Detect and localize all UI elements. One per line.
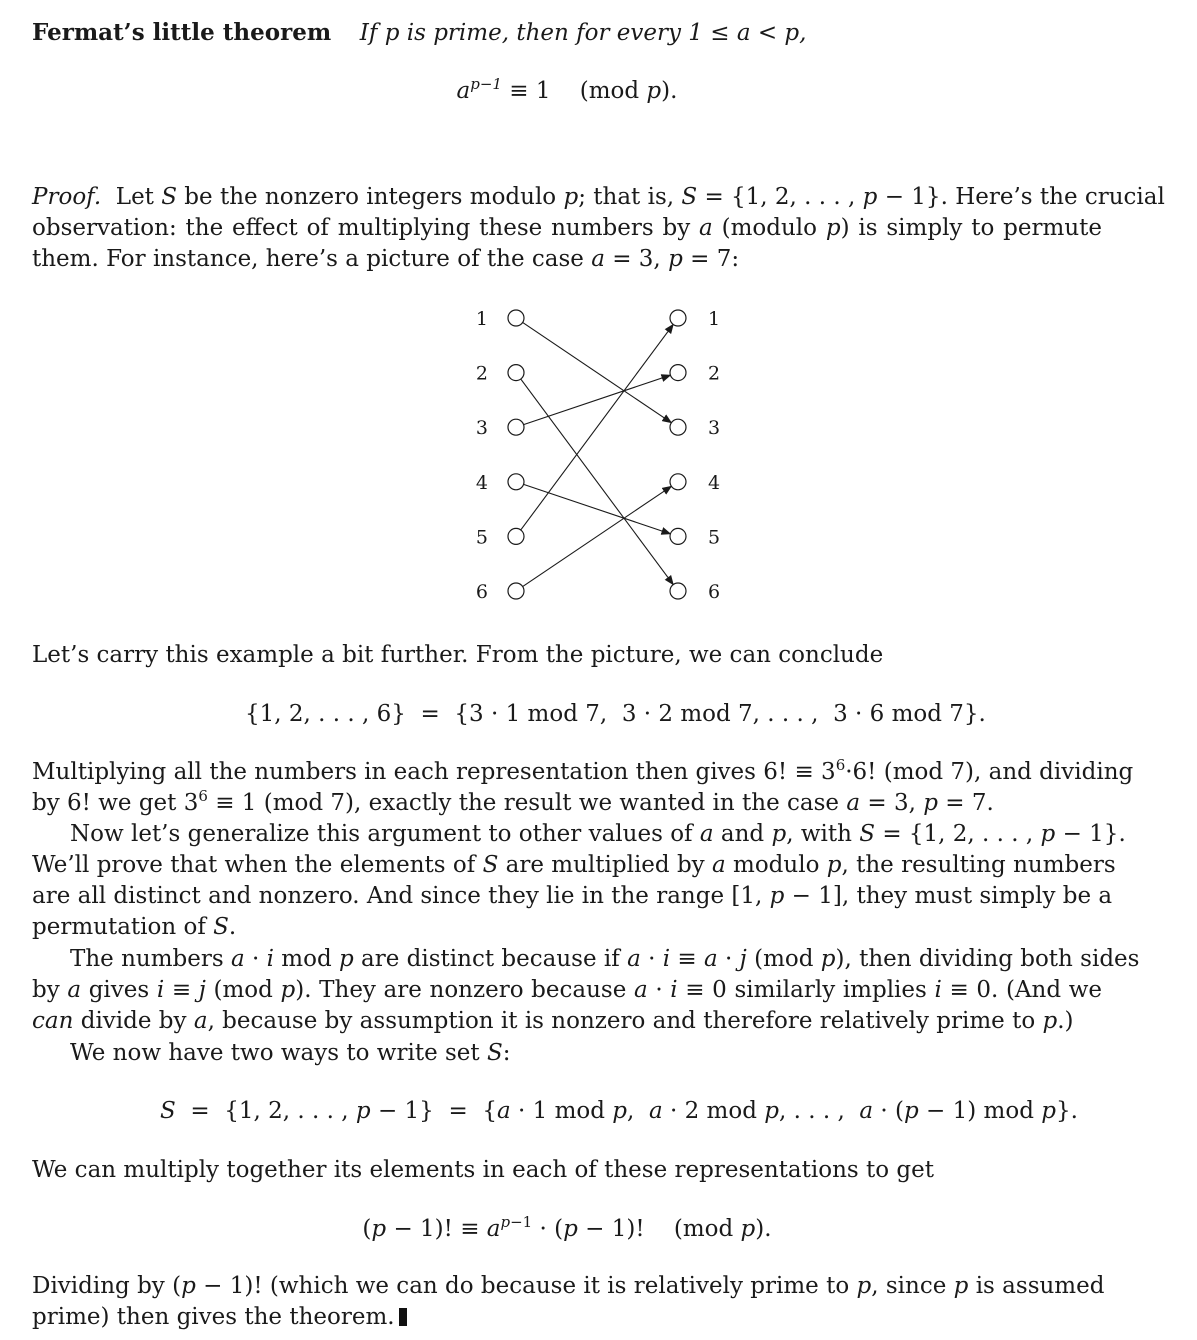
edge-3-to-2 [524, 375, 671, 424]
right-label-1: 1 [708, 308, 721, 330]
theorem-statement: If p is prime, then for every 1 ≤ a < p, [359, 20, 807, 46]
equation-factorial: (p − 1)! ≡ $a^{p-1} \cdot (p - 1)$! (mod p). [362, 1213, 772, 1242]
edge-4-to-5 [524, 484, 671, 533]
left-label-6: 6 [475, 581, 488, 603]
equation-example: {1, 2, . . . , 6} = {3 · 1 mod 7, 3 · 2 mod 7, . . . , 3 · 6 mod 7}. [245, 701, 986, 727]
p3-line-2: by 6! we get $3^6 \equiv 1$ (mod 7), exactly the result we wanted in the case a = 3, p = 7. [32, 787, 994, 816]
right-label-3: 3 [708, 417, 721, 440]
p4-line-2: We’ll prove that when the elements of S are multiplied by a modulo p, the resulting numbers [32, 852, 1116, 878]
right-label-2: 2 [708, 362, 721, 385]
edge-2-to-6 [521, 379, 673, 585]
left-node-2 [508, 365, 524, 381]
permutation-diagram [452, 300, 752, 610]
p8-line-1: Dividing by (p − 1)! (which we can do because it is relatively prime to p, since p is assumed [32, 1273, 1105, 1299]
edge-1-to-3 [523, 322, 672, 422]
p4-line-3: are all distinct and nonzero. And since they lie in the range [1, p − 1], they must simply be a [32, 883, 1113, 909]
left-label-3: 3 [475, 417, 488, 440]
right-label-5: 5 [708, 526, 721, 549]
right-label-6: 6 [708, 581, 721, 603]
left-node-4 [508, 474, 524, 490]
left-label-2: 2 [475, 362, 488, 385]
qed-symbol [399, 1308, 407, 1326]
left-node-1 [508, 310, 524, 326]
left-node-6 [508, 583, 524, 599]
diagram-nodes [508, 310, 686, 599]
edge-6-to-4 [523, 486, 672, 586]
left-label-4: 4 [475, 471, 488, 494]
p5-line-3: can divide by a, because by assumption it is nonzero and therefore relatively prime to p.) [32, 1008, 1074, 1034]
right-node-5 [670, 528, 686, 544]
theorem-title: Fermat’s little theorem [32, 19, 332, 46]
right-node-6 [670, 583, 686, 599]
p5-line-2: by a gives i ≡ j (mod p). They are nonzero because a · i ≡ 0 similarly implies i ≡ 0. (And we [32, 977, 1102, 1003]
p8-line-2: prime) then gives the theorem. [32, 1302, 1102, 1333]
p4-line-4: permutation of S. [32, 914, 237, 940]
right-label-4: 4 [708, 471, 721, 494]
left-label-1: 1 [475, 308, 488, 330]
edge-5-to-1 [521, 324, 673, 530]
proof-line-1: Proof. Let S be the nonzero integers modulo p; that is, S = {1, 2, . . . , p − 1}. Here’s the crucial [32, 184, 1165, 210]
p6-line: We now have two ways to write set S: [70, 1040, 511, 1066]
right-node-1 [670, 310, 686, 326]
p4-line-1: Now let’s generalize this argument to other values of a and p, with S = {1, 2, . . . , p − 1}. [70, 821, 1126, 847]
proof-line-2: observation: the effect of multiplying these numbers by a (modulo p) is simply to permute [32, 215, 1102, 241]
paragraph-multiply: We can multiply together its elements in each of these representations to get [32, 1157, 934, 1183]
paragraph-carry-further: Let’s carry this example a bit further. From the picture, we can conclude [32, 642, 884, 668]
right-node-3 [670, 419, 686, 435]
left-node-5 [508, 528, 524, 544]
p5-line-1: The numbers a · i mod p are distinct because if a · i ≡ a · j (mod p), then dividing both sides [70, 946, 1140, 972]
right-node-4 [670, 474, 686, 490]
left-label-5: 5 [475, 526, 488, 549]
left-node-3 [508, 419, 524, 435]
proof-label: Proof. [32, 184, 102, 210]
diagram-labels [476, 308, 720, 603]
diagram-edges [521, 322, 673, 586]
p3-line-1: Multiplying all the numbers in each representation then gives 6! ≡ $3^6\cdot 6$! (mod 7), and dividing [32, 756, 1134, 785]
theorem-formula: $a^{p-1} \equiv 1$ (mod p). [456, 75, 678, 104]
right-node-2 [670, 365, 686, 381]
equation-general: S = {1, 2, . . . , p − 1} = {a · 1 mod p, a · 2 mod p, . . . , a · (p − 1) mod p}. [160, 1098, 1078, 1124]
theorem-statement-line [32, 17, 1102, 49]
proof-line-3: them. For instance, here’s a picture of the case a = 3, p = 7: [32, 246, 740, 272]
